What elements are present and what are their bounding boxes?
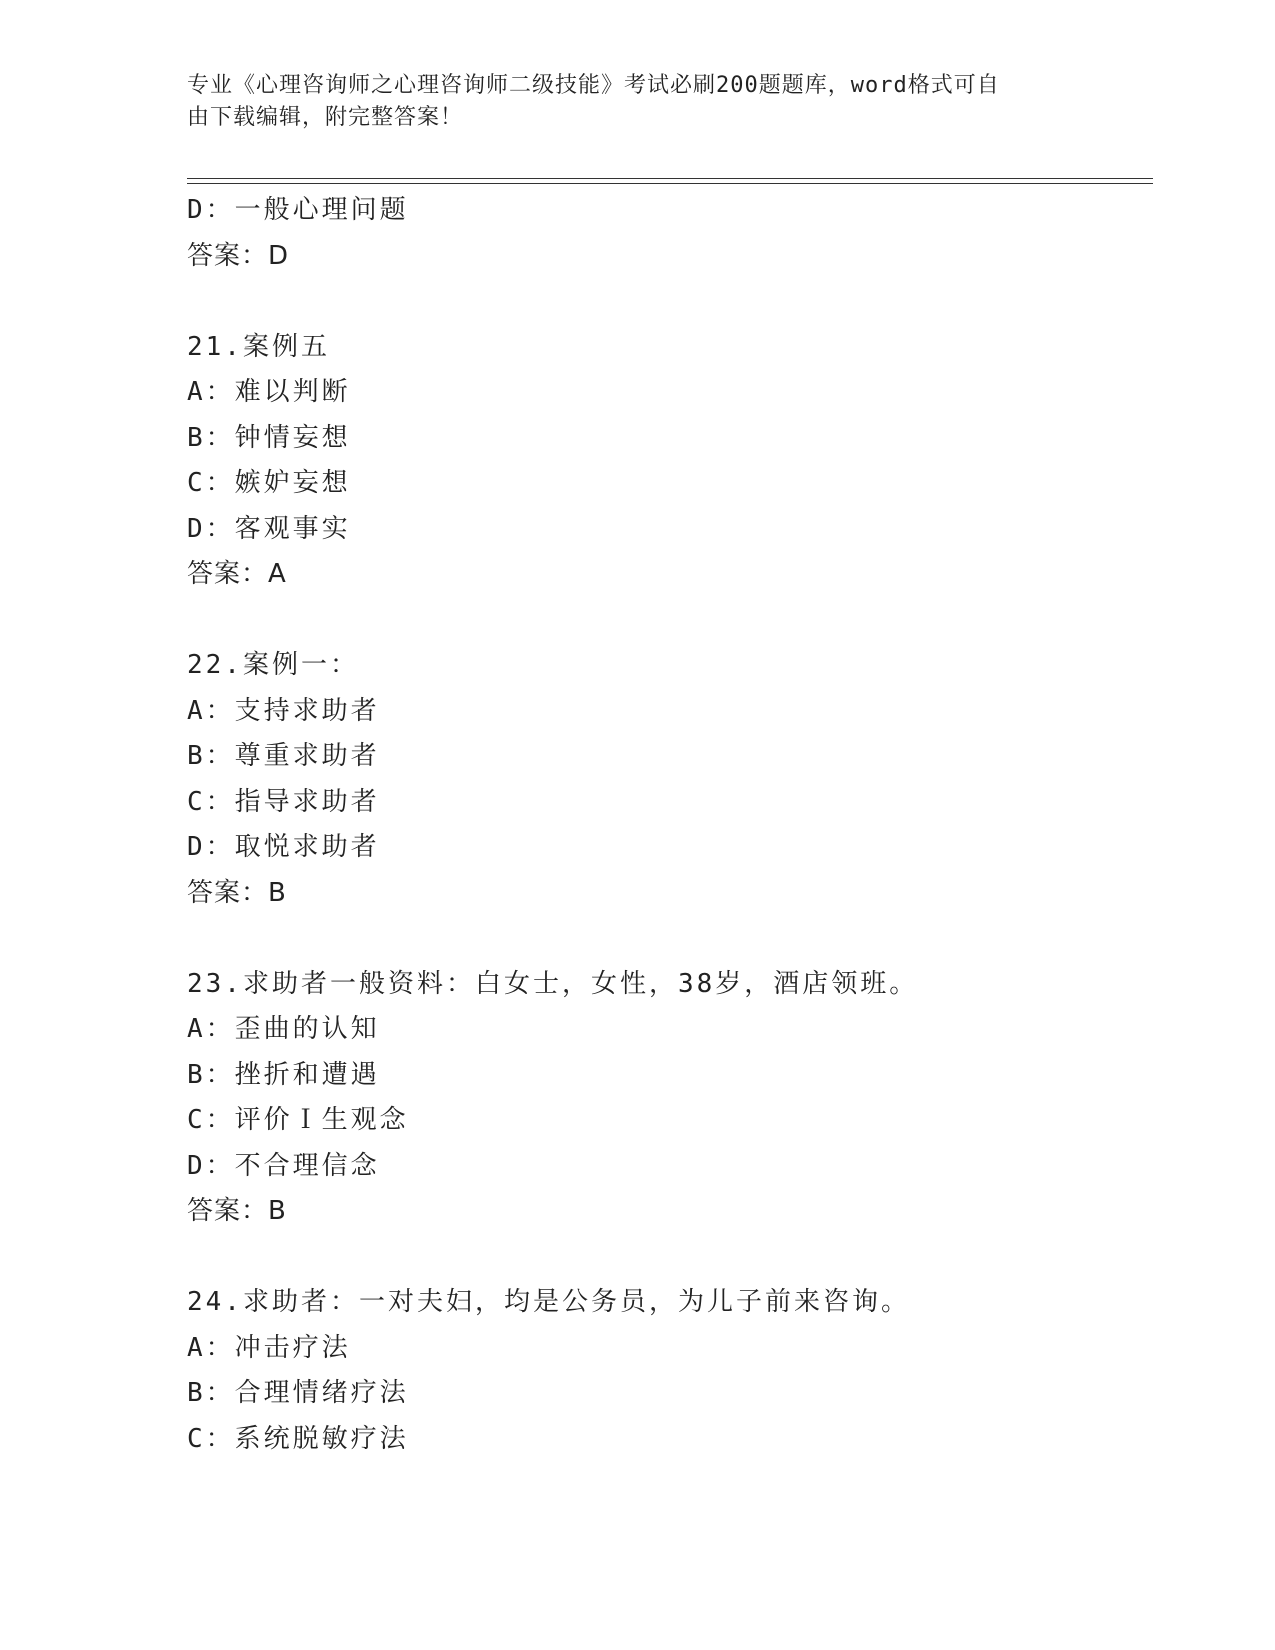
header-divider-bottom: [187, 183, 1153, 184]
header-title-line-1: 专业《心理咨询师之心理咨询师二级技能》考试必刷200题题库，word格式可自: [187, 73, 1000, 98]
question-list: [187, 188, 1153, 1462]
question-22: [187, 643, 1153, 916]
answer: 答案：B: [187, 1196, 287, 1226]
prev-question-answer: 答案：D: [187, 240, 290, 271]
question-24: [187, 1280, 1153, 1462]
option-b: B：挫折和遭遇: [187, 1059, 380, 1090]
answer: 答案：A: [187, 559, 287, 589]
spacer: [187, 916, 1153, 962]
option-d: D：取悦求助者: [187, 832, 380, 862]
question-23: [187, 962, 1153, 1235]
option-b: B：尊重求助者: [187, 741, 380, 771]
header-divider-top: [187, 178, 1153, 179]
document-header: [187, 70, 1067, 134]
option-c: C：系统脱敏疗法: [187, 1423, 409, 1454]
option-b: B：合理情绪疗法: [187, 1378, 409, 1408]
header-title-line-2: 由下载编辑，附完整答案！: [187, 105, 464, 130]
spacer: [187, 598, 1153, 644]
option-d: D：不合理信念: [187, 1150, 380, 1181]
question-stem: 22.案例一：: [187, 650, 359, 680]
question-stem: 24.求助者：一对夫妇，均是公务员，为儿子前来咨询。: [187, 1287, 910, 1317]
option-a: A：歪曲的认知: [187, 1014, 380, 1044]
option-c: C：嫉妒妄想: [187, 468, 351, 498]
answer: 答案：B: [187, 877, 287, 908]
prev-question-option-d: D：一般心理问题: [187, 195, 409, 225]
option-d: D：客观事实: [187, 513, 351, 544]
question-21: [187, 325, 1153, 598]
option-a: A：难以判断: [187, 377, 351, 407]
option-a: A：冲击疗法: [187, 1332, 351, 1363]
question-stem: 23.求助者一般资料：白女士，女性，38岁，酒店领班。: [187, 968, 919, 999]
option-a: A：支持求助者: [187, 695, 380, 726]
question-stem: 21.案例五: [187, 331, 330, 362]
option-c: C：评价Ｉ生观念: [187, 1105, 409, 1135]
spacer: [187, 279, 1153, 325]
spacer: [187, 1235, 1153, 1281]
option-c: C：指导求助者: [187, 786, 380, 817]
option-b: B：钟情妄想: [187, 422, 351, 453]
